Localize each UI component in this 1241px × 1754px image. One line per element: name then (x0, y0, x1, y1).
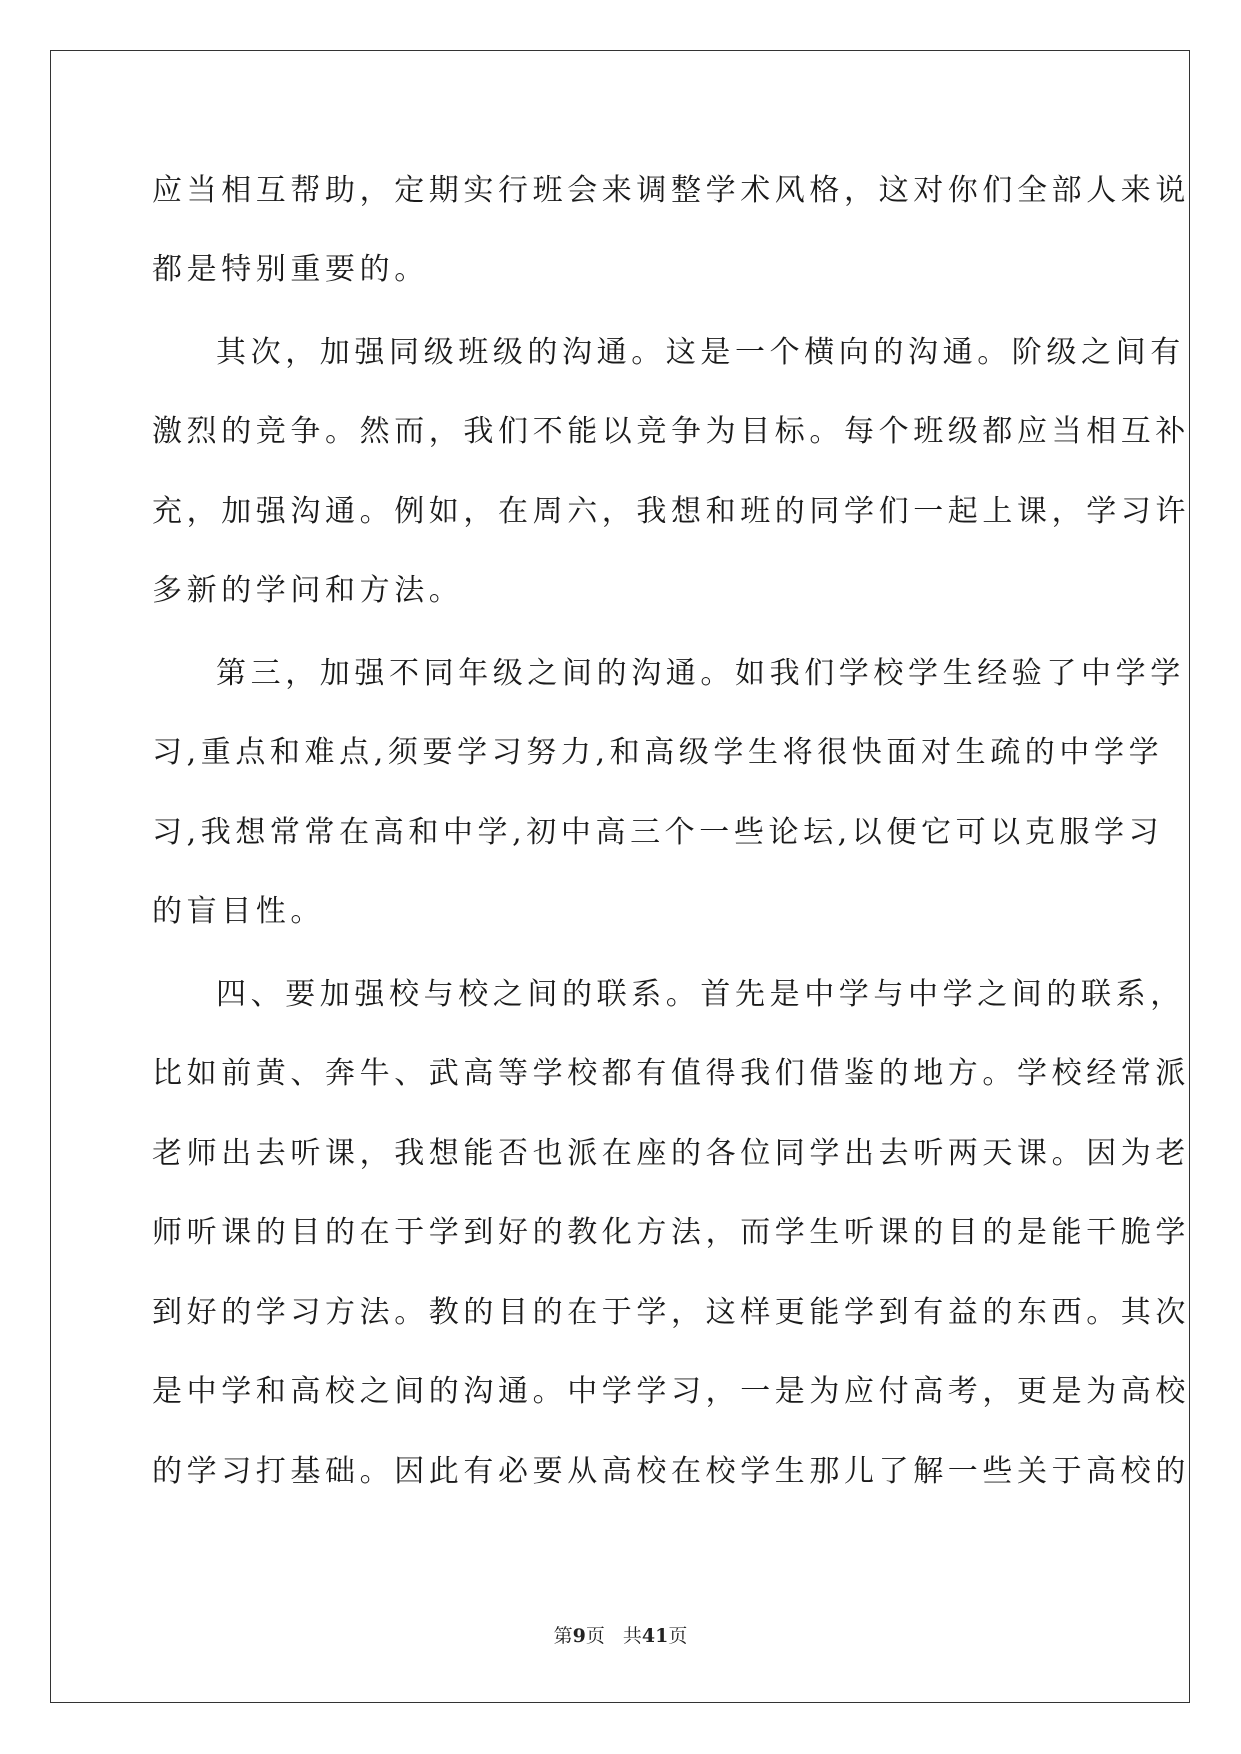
total-pages: 41 (641, 1625, 669, 1647)
page-suffix: 页 (585, 1625, 605, 1647)
text-line: 激烈的竞争。然而，我们不能以竞争为目标。每个班级都应当相互补 (152, 414, 1190, 449)
page-footer (0, 1624, 1241, 1648)
text-line: 多新的学问和方法。 (152, 573, 464, 608)
text-line: 师听课的目的在于学到好的教化方法，而学生听课的目的是能干脆学 (152, 1215, 1190, 1250)
text-line: 都是特别重要的。 (152, 252, 429, 287)
text-line: 应当相互帮助，定期实行班会来调整学术风格，这对你们全部人来说 (152, 173, 1190, 208)
paragraph-start-line: 其次，加强同级班级的沟通。这是一个横向的沟通。阶级之间有 (216, 335, 1185, 370)
paragraph-start-line: 第三，加强不同年级之间的沟通。如我们学校学生经验了中学学 (216, 656, 1185, 691)
text-line: 习,重点和难点,须要学习努力,和高级学生将很快面对生疏的中学学 (152, 735, 1164, 770)
text-line: 的盲目性。 (152, 894, 325, 929)
text-line: 到好的学习方法。教的目的在于学，这样更能学到有益的东西。其次 (152, 1295, 1190, 1330)
text-line: 习,我想常常在高和中学,初中高三个一些论坛,以便它可以克服学习 (152, 815, 1164, 850)
total-prefix: 共 (622, 1625, 642, 1647)
text-line: 的学习打基础。因此有必要从高校在校学生那儿了解一些关于高校的 (152, 1454, 1190, 1489)
text-line: 比如前黄、奔牛、武高等学校都有值得我们借鉴的地方。学校经常派 (152, 1056, 1190, 1091)
page-number: 9 (572, 1625, 586, 1647)
text-line: 充，加强沟通。例如，在周六，我想和班的同学们一起上课，学习许 (152, 494, 1190, 529)
page-prefix: 第 (553, 1625, 573, 1647)
text-line: 老师出去听课，我想能否也派在座的各位同学出去听两天课。因为老 (152, 1136, 1190, 1171)
paragraph-start-line: 四、要加强校与校之间的联系。首先是中学与中学之间的联系， (216, 977, 1185, 1012)
total-suffix: 页 (668, 1625, 688, 1647)
text-line: 是中学和高校之间的沟通。中学学习，一是为应付高考，更是为高校 (152, 1374, 1190, 1409)
